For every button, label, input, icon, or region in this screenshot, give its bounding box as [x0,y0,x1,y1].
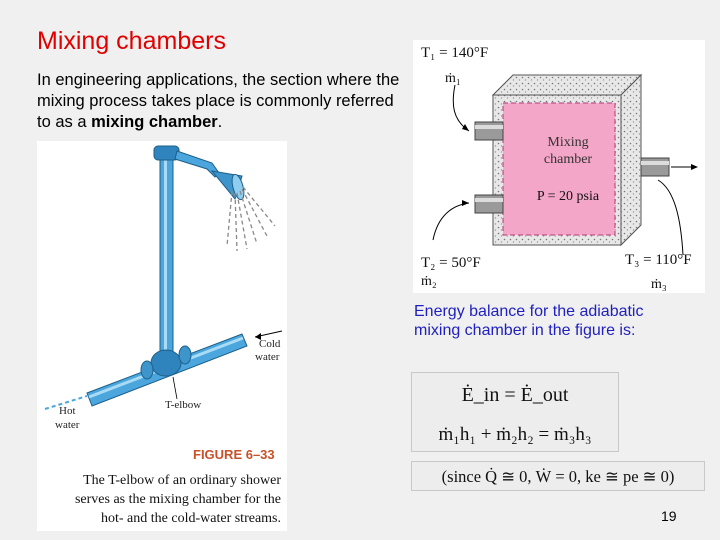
caption-line-1: The T-elbow of an ordinary shower [83,473,281,488]
inlet-pipe-1-shine [475,125,503,129]
assumption-box [411,461,705,491]
equation-mass-enthalpy: ṁ₁h₁ + ṁ₂h₂ = ṁ₃h₃ [438,424,592,445]
mixing-chamber-diagram [413,40,705,293]
cold-label-2: water [255,351,280,363]
inlet-pipe-1 [475,122,503,140]
caption-line-3: hot- and the cold-water streams. [101,511,281,526]
t1-label: T₁ = 140°F [421,45,489,61]
arrowhead-3 [691,164,698,170]
chamber-label-1: Mixing [547,135,589,150]
arrowhead-2 [462,200,469,206]
intro-text: In engineering applications, the section where the mixing process takes place is commonly referred to as a [37,71,400,131]
outlet-pipe-shine [641,161,669,165]
t3-label: T₃ = 110°F [625,252,692,268]
insulation-top [493,75,641,95]
hot-label-2: water [55,419,80,431]
equation-svg [412,373,618,451]
chamber-label-2: chamber [543,152,593,167]
shower-figure [37,141,287,531]
figure-number: FIGURE 6–33 [193,447,275,462]
mixing-chamber-figure [413,40,705,293]
t2-label: T₂ = 50°F [421,255,481,271]
equation-energy: Ė_in = Ė_out [461,384,569,406]
t-elbow-fitting [151,350,181,376]
hot-label-1: Hot [59,405,76,417]
m2-label: ṁ₂ [421,274,437,289]
assumption-equation: (since Q̇ ≅ 0, Ẇ = 0, ke ≅ pe ≅ 0) [441,467,675,486]
assumption-svg [412,462,704,490]
cold-label-1: Cold [259,338,281,350]
elbow-flange-left [141,361,153,379]
elbow-flange [179,346,191,364]
insulation-side [621,75,641,245]
page-number: 19 [661,508,677,524]
inlet-pipe-2-shine [475,198,503,202]
caption-line-2: serves as the mixing chamber for the [74,492,281,507]
elbow-pointer [173,377,177,399]
intro-paragraph [37,70,407,133]
slide-title: Mixing chambers [37,27,226,55]
outlet-leader [658,180,683,255]
chamber-interior [503,103,615,235]
inlet-pipe-2 [475,195,503,213]
intro-bold-term: mixing chamber [91,113,218,131]
equation-box [411,372,619,452]
outlet-pipe [641,158,669,176]
inlet-arrow-1 [453,85,469,131]
elbow-label: T-elbow [165,399,202,411]
m3-label: ṁ₃ [651,277,667,292]
pipe-highlight [164,151,167,356]
arrowhead-1 [462,124,469,131]
shower-illustration [37,141,287,531]
pressure-label: P = 20 psia [536,189,600,204]
shower-arm [175,151,219,177]
intro-end: . [217,113,223,131]
inlet-arrow-2 [433,203,469,240]
m1-label: ṁ₁ [445,71,461,86]
energy-balance-text: Energy balance for the adiabatic mixing chamber in the figure is: [414,303,644,339]
